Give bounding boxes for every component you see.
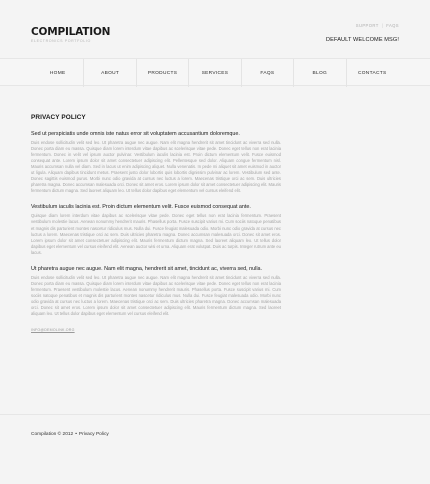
email-link[interactable]: INFO@DEMOLINK.ORG <box>31 328 75 333</box>
top-link-separator: | <box>381 23 384 28</box>
footer-separator: • <box>75 432 77 437</box>
section-heading: Sed ut perspiciatis unde omnis iste natus error sit voluptatem accusantium doloremque. <box>31 131 240 137</box>
section-heading: Vestibulum iaculis lacinia est. Proin dictum elementum velit. Fusce euismod consequat ante. <box>31 204 251 211</box>
nav-item-home[interactable]: HOME <box>49 70 66 76</box>
nav-item-services[interactable]: SERVICES <box>188 59 240 87</box>
copyright-text: Compilation © 2012 <box>31 432 74 437</box>
nav-item-products[interactable]: PRODUCTS <box>136 59 188 87</box>
main-navigation <box>0 58 430 86</box>
nav-item-about[interactable]: ABOUT <box>83 59 135 87</box>
main-content <box>31 114 281 336</box>
welcome-message: DEFAULT WELCOME MSG! <box>326 37 399 43</box>
privacy-policy-link[interactable]: Privacy Policy <box>78 432 109 437</box>
policy-section <box>31 266 281 317</box>
top-links <box>356 23 399 28</box>
section-body: Quisque diam lorem interdum vitae dapibus ac scelerisque vitae pede. Donec eget tellus non erat lacinia fermentum. Praesent vestibulum molestie lacus. Aenean nonummy hendrerit mauris. Phasellus porta. Fusce suscipit varius mi. Cum sociis natoque penatibus et magnis dis parturient montes nascetur ridiculus mus. Nulla dui. Fusce feugiat malesuada odio. Morbi nunc odio gravida at cursus nec luctus a lorem. Maecenas tristique orci ac sem. Duis ultricies pharetra magna. Donec accumsan malesuada orci. Donec sit amet eros. Lorem ipsum dolor sit amet consectetuer adipiscing elit. Mauris fermentum dictum magna. Sed laoreet aliquam leo. Ut tellus dolor dapibus eget elementum vel cursus eleifend elit. Aenean auctor wisi et urna. Aliquam erat volutpat. Duis ac turpis. Integer rutrum ante eu lacus. <box>31 213 281 255</box>
header <box>0 0 430 60</box>
section-body: Duis endose sollicitudin velit sed leo. Ut pharetra augue nec augue. Nam elit magna hendrerit sit amet tincidunt ac viverra sed nulla. Donec porta diam eu massa. Quisque diam lorem interdum vitae dapibus ac scelerisque vitae pede. Donec eget tellus non erat lacinia fermentum. Praesent vestibulum molestie lacus. Aenean nonummy hendrerit mauris. Phasellus porta. Fusce suscipit varius mi. Cum sociis natoque penatibus et magnis dis parturient montes nascetur ridiculus mus. Nulla dui. Fusce feugiat malesuada odio. Morbi nunc odio gravida at cursus nec luctus a lorem. Maecenas tristique orci ac sem. Duis ultricies pharetra magna. Donec accumsan malesuada orci. Donec sit amet eros. Lorem ipsum dolor sit amet consectetuer adipiscing elit. Mauris fermentum dictum magna. Sed laoreet aliquam leo. Ut tellus dolor dapibus eget elementum vel cursus eleifend elit. <box>31 274 281 317</box>
nav-menu <box>32 59 398 87</box>
section-body: Duis endose sollicitudin velit sed leo. Ut pharetra augue nec augue. Nam elit magna hendrerit sit amet tincidunt ac viverra sed nulla. Donec porta diam eu massa. Quisque diam lorem interdum vitae dapibus ac scelerisque vitae pede. Donec eget tellus non erat lacinia fermentum. Donec in velit vel ipsum auctor pulvinar. Vestibulum iaculis lacinia est. Proin dictum elementum velit. Fusce euismod consequat ante. Lorem ipsum dolor sit amet consectetuer adipiscing elit. Pellentesque sed dolor. Aliquam congue fermentum nisl. Mauris accumsan nulla vel diam. Sed in lacus ut enim adipiscing aliquet. Nulla venenatis. In pede mi aliquet sit amet euismod in auctor ut ligula. Aliquam dapibus tincidunt metus. Praesent justo dolor lobortis quis lobortis dignissim pulvinar ac lorem. Vestibulum sed ante. Donec sagittis euismod purus. Morbi nunc odio gravida at cursus nec luctus a lorem. Maecenas tristique orci ac sem. Duis ultricies pharetra magna. Donec accumsan malesuada orci. Donec sit amet eros. Lorem ipsum dolor sit amet consectetuer adipiscing elit. Mauris fermentum dictum magna. Sed laoreet aliquam leo. Ut tellus dolor dapibus eget elementum vel cursus eleifend elit. <box>31 140 281 194</box>
nav-item-contacts[interactable]: CONTACTS <box>346 59 398 87</box>
footer <box>31 432 109 437</box>
policy-section <box>31 131 281 194</box>
logo[interactable]: COMPILATION <box>31 26 111 38</box>
section-heading: Ut pharetra augue nec augue. Nam elit magna, hendrerit sit amet, tincidunt ac, viverra sed, nulla. <box>31 265 263 272</box>
top-link-faqs[interactable]: FAQS <box>386 23 399 28</box>
nav-item-faqs[interactable]: FAQS <box>241 59 293 87</box>
footer-divider <box>0 414 430 415</box>
nav-item-blog[interactable]: BLOG <box>293 59 345 87</box>
policy-section <box>31 204 281 255</box>
page-title: PRIVACY POLICY <box>31 114 86 121</box>
top-link-support[interactable]: SUPPORT <box>355 23 379 28</box>
tagline: ELECTRONICS PORTFOLIO <box>31 39 91 43</box>
